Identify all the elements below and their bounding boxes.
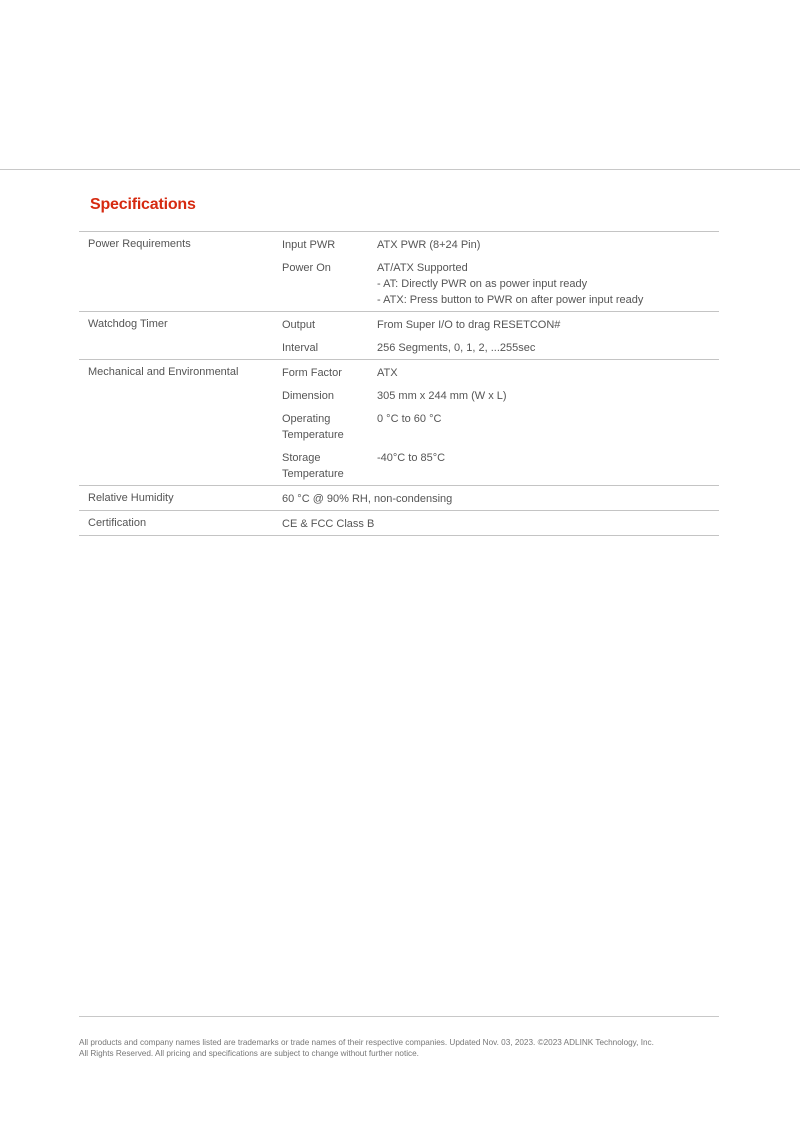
footer-line: All Rights Reserved. All pricing and specifications are subject to change without further notice. [79, 1049, 419, 1058]
spec-table [79, 231, 719, 536]
spec-value: CE & FCC Class B [282, 518, 375, 530]
value-line: - ATX: Press button to PWR on after power input ready [377, 294, 644, 306]
spec-row [282, 340, 719, 356]
spec-row [282, 411, 719, 443]
spec-group-mechanical [79, 360, 719, 486]
value-line: - AT: Directly PWR on as power input ready [377, 278, 588, 290]
spec-group-watchdog [79, 312, 719, 360]
spec-label: Power On [282, 262, 331, 274]
spec-label: Interval [282, 342, 319, 354]
spec-row [282, 237, 719, 253]
spec-value [377, 365, 398, 381]
value-line: ATX [377, 367, 398, 379]
spec-group-power [79, 232, 719, 312]
spec-value [377, 450, 445, 482]
value-line: 0 °C to 60 °C [377, 413, 442, 425]
spec-label: Form Factor [282, 367, 342, 379]
label-line: Temperature [282, 429, 344, 441]
value-line: 256 Segments, 0, 1, 2, ...255sec [377, 342, 536, 354]
spec-value [377, 237, 480, 253]
spec-group-humidity [79, 486, 719, 511]
label-line: Temperature [282, 468, 344, 480]
group-label: Watchdog Timer [88, 318, 168, 330]
spec-value [377, 411, 441, 443]
spec-value [377, 340, 535, 356]
spec-label: Dimension [282, 390, 334, 402]
spec-row [282, 260, 719, 308]
value-line: -40°C to 85°C [377, 452, 446, 464]
value-line: From Super I/O to drag RESETCON# [377, 319, 561, 331]
footer-line: All products and company names listed are trademarks or trade names of their respective companies. Updated Nov. 03, 2023. ©2023 ADLINK Technology, Inc. [79, 1038, 654, 1047]
value-line: ATX PWR (8+24 Pin) [377, 239, 481, 251]
spec-label: Output [282, 319, 316, 331]
label-line: Operating [282, 413, 331, 425]
header-divider [0, 169, 800, 170]
spec-row [282, 365, 719, 381]
spec-label [282, 411, 377, 443]
spec-value: 60 °C @ 90% RH, non-condensing [282, 493, 453, 505]
spec-value [377, 260, 643, 308]
group-label: Certification [88, 517, 147, 529]
section-title: Specifications [90, 196, 196, 213]
spec-label [282, 450, 377, 482]
group-label: Relative Humidity [88, 492, 174, 504]
label-line: Storage [282, 452, 321, 464]
spec-row [282, 450, 719, 482]
value-line: AT/ATX Supported [377, 262, 468, 274]
group-label: Mechanical and Environmental [88, 366, 239, 378]
value-line: 305 mm x 244 mm (W x L) [377, 390, 507, 402]
spec-row [282, 317, 719, 333]
footer-disclaimer [79, 1037, 729, 1059]
spec-group-certification [79, 511, 719, 536]
group-label: Power Requirements [88, 238, 191, 250]
spec-label: Input PWR [282, 239, 336, 251]
spec-value [377, 388, 507, 404]
spec-row [282, 388, 719, 404]
spec-value [377, 317, 560, 333]
footer-divider [79, 1016, 719, 1017]
